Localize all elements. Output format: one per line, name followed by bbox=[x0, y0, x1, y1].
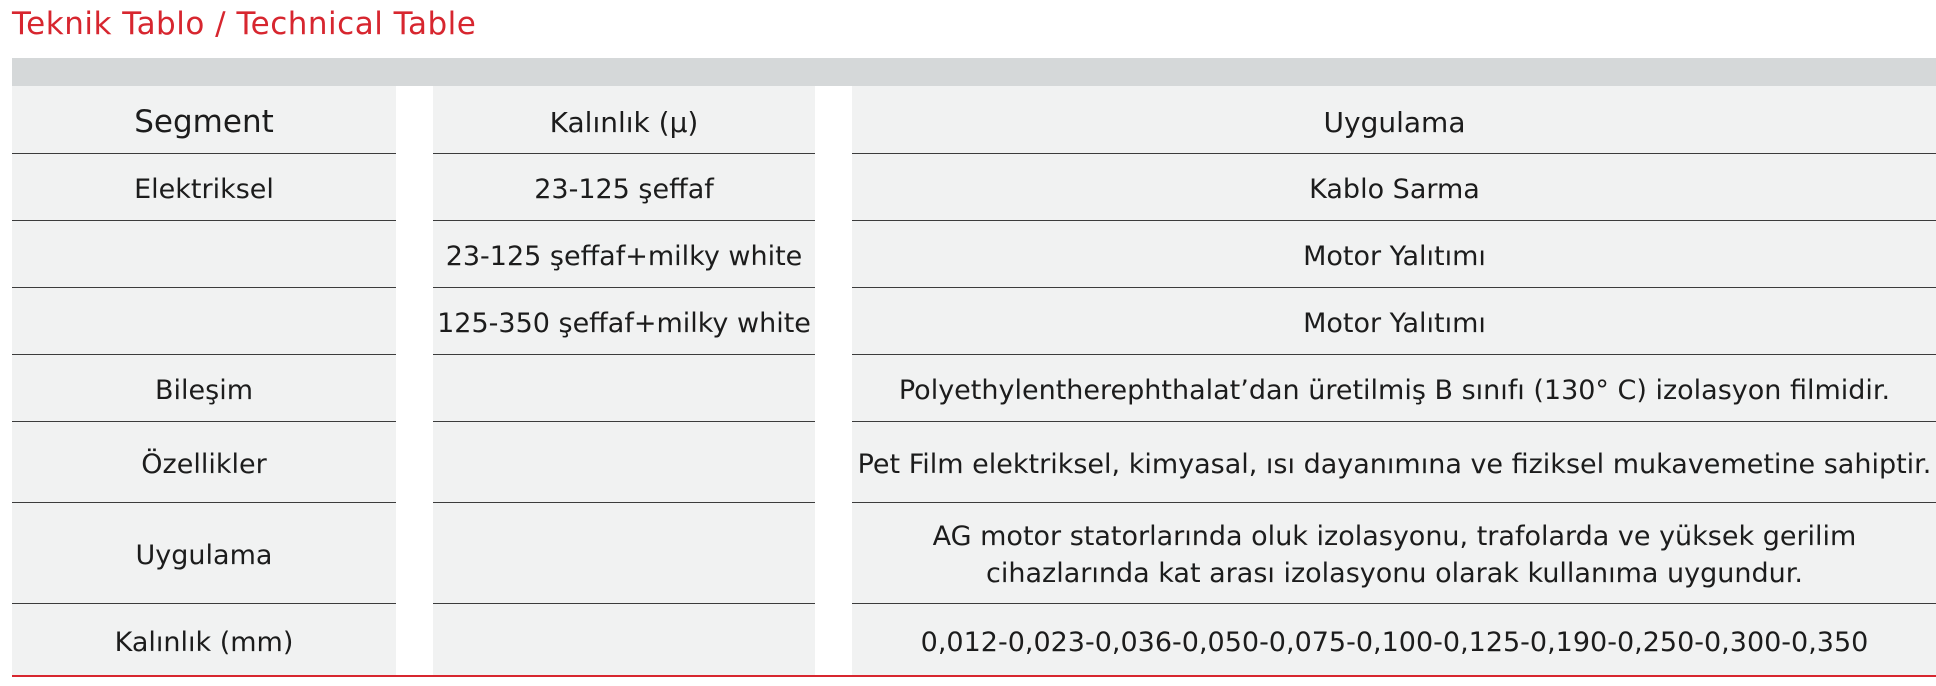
table-cell-segment: Özellikler bbox=[12, 422, 396, 503]
table-cell-thickness: 23-125 şeffaf bbox=[433, 154, 815, 221]
table-cell-thickness: 23-125 şeffaf+milky white bbox=[433, 221, 815, 288]
table-cell-thickness bbox=[433, 422, 815, 503]
bottom-accent-line bbox=[12, 675, 1936, 677]
table-cell-application: Kablo Sarma bbox=[852, 154, 1936, 221]
column-header-application: Uygulama bbox=[852, 86, 1936, 154]
table-cell-thickness bbox=[433, 604, 815, 676]
application-line-2: cihazlarında kat arası izolasyonu olarak kullanıma uygundur. bbox=[986, 558, 1803, 589]
column-header-thickness: Kalınlık (μ) bbox=[433, 86, 815, 154]
table-cell-segment bbox=[12, 221, 396, 288]
technical-table bbox=[12, 86, 1936, 676]
table-cell-segment: Kalınlık (mm) bbox=[12, 604, 396, 676]
table-cell-application: Pet Film elektriksel, kimyasal, ısı dayanımına ve fiziksel mukavemetine sahiptir. bbox=[852, 422, 1936, 503]
table-cell-application: 0,012-0,023-0,036-0,050-0,075-0,100-0,125-0,190-0,250-0,300-0,350 bbox=[852, 604, 1936, 676]
column-header-segment: Segment bbox=[12, 86, 396, 154]
table-cell-application bbox=[852, 503, 1936, 604]
table-cell-thickness bbox=[433, 503, 815, 604]
table-header-bar bbox=[12, 58, 1936, 86]
table-cell-segment: Bileşim bbox=[12, 355, 396, 422]
table-cell-application: Motor Yalıtımı bbox=[852, 288, 1936, 355]
table-cell-thickness: 125-350 şeffaf+milky white bbox=[433, 288, 815, 355]
table-cell-segment: Uygulama bbox=[12, 503, 396, 604]
table-cell-segment: Elektriksel bbox=[12, 154, 396, 221]
table-cell-application: Polyethylentherephthalat’dan üretilmiş B sınıfı (130° C) izolasyon filmidir. bbox=[852, 355, 1936, 422]
application-line-1: AG motor statorlarında oluk izolasyonu, trafolarda ve yüksek gerilim bbox=[932, 521, 1857, 552]
table-cell-thickness bbox=[433, 355, 815, 422]
table-cell-application: Motor Yalıtımı bbox=[852, 221, 1936, 288]
table-cell-segment bbox=[12, 288, 396, 355]
page-title: Teknik Tablo / Technical Table bbox=[12, 6, 477, 42]
